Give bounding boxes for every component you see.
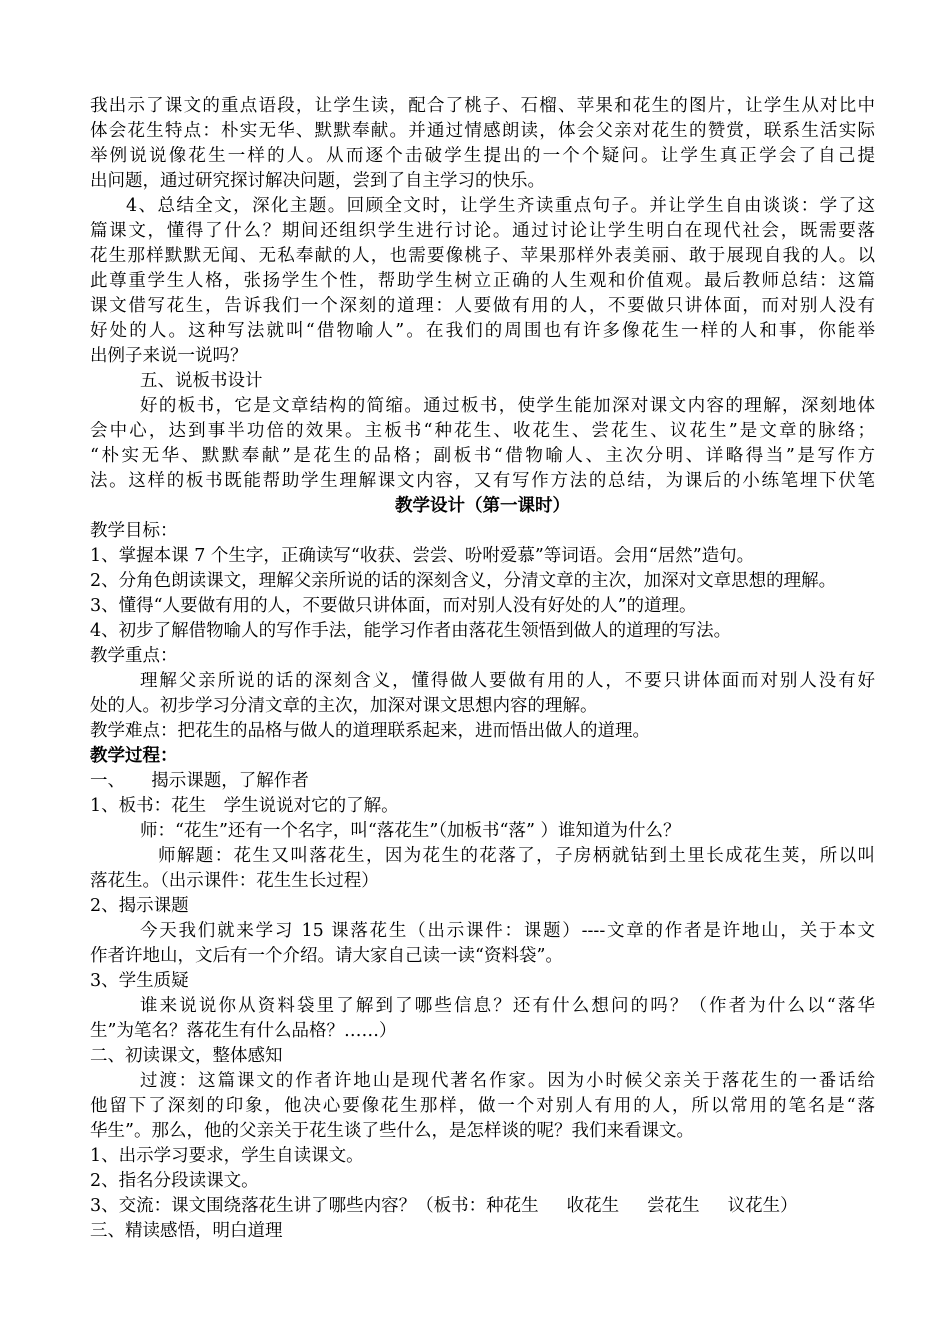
text-line: 出问题，通过研究探讨解决问题，尝到了自主学习的快乐。 (90, 171, 545, 191)
text-line: 今天我们就来学习 15 课落花生（出示课件：课题）----文章的作者是许地山，关于本文 (140, 921, 875, 941)
list-item (90, 1194, 875, 1219)
text-line: 法。这样的板书既能帮助学生理解课文内容，又有写作方法的总结，为课后的小练笔埋下伏笔 (90, 471, 875, 491)
text-line: 作者许地山，文后有一个介绍。请大家自己读一读“资料袋”。 (90, 946, 563, 966)
text-line: 教学难点：把花生的品格与做人的道理联系起来，进而悟出做人的道理。 (90, 721, 650, 741)
text-line: 师：“花生”还有一个名字，叫“落花生”（加板书“落” ）谁知道为什么？ (140, 821, 681, 841)
board-item: 收花生 (566, 1196, 620, 1216)
list-item: 2、分角色朗读课文，理解父亲所说的话的深刻含义，分清文章的主次，加深对文章思想的理解。 (90, 571, 837, 591)
text-line: 此尊重学生人格，张扬学生个性，帮助学生树立正确的人生观和价值观。最后教师总结：这篇 (90, 271, 875, 291)
list-item: 1、出示学习要求，学生自读课文。 (90, 1146, 364, 1166)
text-line: 出例子来说一说吗？ (90, 346, 248, 366)
board-item: 尝花生 (647, 1196, 700, 1216)
text-line: 会中心，达到事半功倍的效果。主板书“种花生、收花生、尝花生、议花生”是文章的脉络； (90, 421, 875, 441)
text-line: 生”为笔名？落花生有什么品格？……） (90, 1021, 397, 1041)
section-heading: 二、初读课文，整体感知 (90, 1046, 283, 1066)
section-heading: 五、说板书设计 (140, 371, 263, 391)
text-line: 花生那样默默无闻、无私奉献的人，也需要像桃子、苹果那样外表美丽、敢于展现自我的人。以 (90, 246, 875, 266)
text-line: 师解题：花生又叫落花生，因为花生的花落了，子房柄就钻到土里长成花生荚，所以叫 (158, 846, 875, 866)
text-line: 好处的人。这种写法就叫“借物喻人”。在我们的周围也有许多像花生一样的人和事，你能举 (90, 321, 875, 341)
text-line: 体会花生特点：朴实无华、默默奉献。并通过情感朗读，体会父亲对花生的赞赏，联系生活实际 (90, 121, 875, 141)
text-line: 篇课文，懂得了什么？期间还组织学生进行讨论。通过讨论让学生明白在现代社会，既需要落 (90, 221, 875, 241)
list-item: 1、掌握本课 7 个生字，正确读写“收获、尝尝、吩咐爱慕”等词语。会用“居然”造句。 (90, 546, 755, 566)
text-line: “朴实无华、默默奉献”是花生的品格；副板书“借物喻人、主次分明、详略得当”是写作方 (90, 446, 875, 466)
text-line: 落花生。（出示课件：花生生长过程） (90, 871, 379, 891)
text-line: 过渡：这篇课文的作者许地山是现代著名作家。因为小时候父亲关于落花生的一番话给 (140, 1071, 875, 1091)
section-heading: 三、精读感悟，明白道理 (90, 1221, 283, 1241)
section-label: 教学目标： (90, 521, 178, 541)
text-line: 4、总结全文，深化主题。回顾全文时，让学生齐读重点句子。并让学生自由谈谈：学了这 (126, 196, 875, 216)
list-item: 2、指名分段读课文。 (90, 1171, 259, 1191)
list-item: 2、揭示课题 (90, 896, 189, 916)
list-item-text: 3、交流：课文围绕落花生讲了哪些内容？（板书：种花生 (90, 1196, 539, 1216)
section-label: 教学过程： (90, 746, 178, 766)
document-page (90, 94, 875, 1244)
text-line: 举例说说像花生一样的人。从而逐个击破学生提出的一个个疑问。让学生真正学会了自己提 (90, 146, 875, 166)
text-line: 好的板书，它是文章结构的简缩。通过板书，使学生能加深对课文内容的理解，深刻地体 (140, 396, 875, 416)
list-item: 3、学生质疑 (90, 971, 189, 991)
text-line: 他留下了深刻的印象，他决心要像花生那样，做一个对别人有用的人，所以常用的笔名是“落 (90, 1096, 875, 1116)
text-line: 理解父亲所说的话的深刻含义，懂得做人要做有用的人，不要只讲体面而对别人没有好 (140, 671, 875, 691)
text-line: 处的人。初步学习分清文章的主次，加深对课文思想内容的理解。 (90, 696, 598, 716)
list-item: 4、初步了解借物喻人的写作手法，能学习作者由落花生领悟到做人的道理的写法。 (90, 621, 732, 641)
text-line: 华生”。那么，他的父亲关于花生谈了些什么，是怎样谈的呢？我们来看课文。 (90, 1121, 694, 1141)
section-label: 教学重点： (90, 646, 178, 666)
text-line: 课文借写花生，告诉我们一个深刻的道理：人要做有用的人，不要做只讲体面，而对别人没有 (90, 296, 875, 316)
board-item: 议花生） (727, 1196, 798, 1216)
text-line: 谁来说说你从资料袋里了解到了哪些信息？还有什么想问的吗？（作者为什么以“落华 (140, 996, 875, 1016)
text-line: 我出示了课文的重点语段，让学生读，配合了桃子、石榴、苹果和花生的图片，让学生从对比中 (90, 96, 875, 116)
document-title: 教学设计（第一课时） (395, 496, 570, 516)
list-item: 3、懂得“人要做有用的人，不要做只讲体面，而对别人没有好处的人”的道理。 (90, 596, 697, 616)
list-item: 1、板书：花生 学生说说对它的了解。 (90, 796, 399, 816)
section-heading: 一、 揭示课题，了解作者 (90, 771, 309, 791)
